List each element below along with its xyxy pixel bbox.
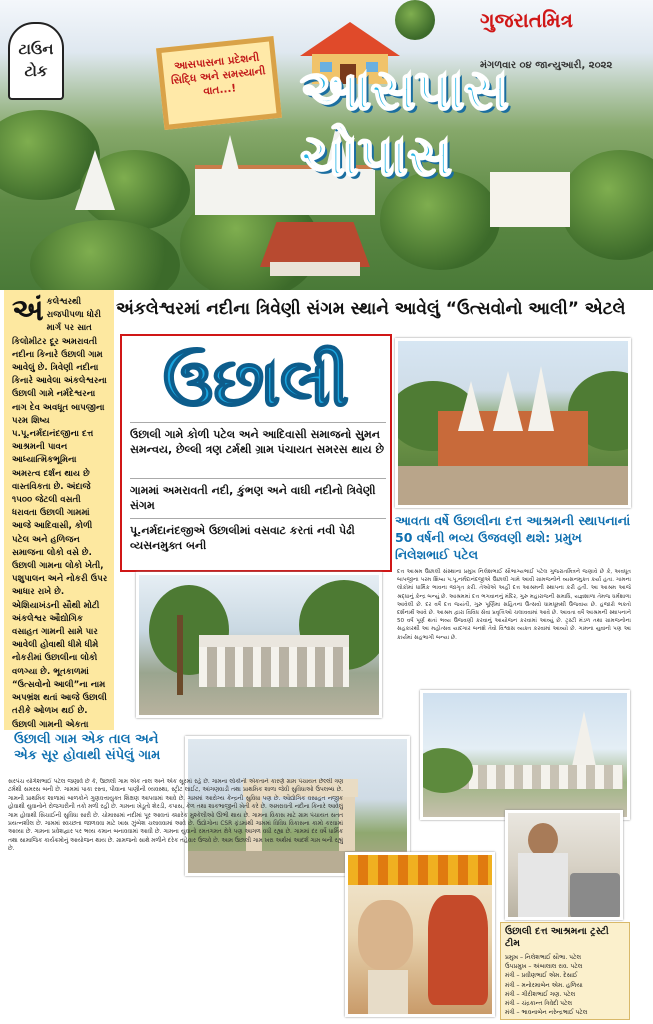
town-talk-badge	[8, 22, 64, 100]
town-label-line2: ટોક	[24, 62, 48, 80]
guru-portrait-photo	[345, 852, 495, 1017]
issue-date: મંગળવાર ૦૪ જાન્યુઆરી, ૨૦૨૨	[480, 60, 613, 71]
drop-cap: અં	[12, 293, 44, 328]
trustee-item: પ્રમુખ – નિલેશભાઈ સૌભા. પટેલ	[505, 954, 582, 961]
trustee-photo	[505, 810, 623, 920]
town-label-line1: ટાઉન	[18, 40, 54, 58]
temple-courtyard-photo	[420, 690, 630, 820]
village-section-body: સરપંચ યોગેશભાઈ પટેલ જણાવે છે કે, ઉછાલી ગામ એક તાલ અને એક સૂરમાં રહે છે. ગામના લોકોની એકતાને કારણે ગ્રામ પંચાયત છેલ્લી ત્રણ ટર્મથી સમરસ બની છે. ગામમાં પાકા રસ્તા, પીવાના પાણીની વ્યવસ્થા, સ્ટ્રીટ લાઈટ, આંગણવાડી તથા પ્રાથમિક શાળા જેવી સુવિધાઓ ઉપલબ્ધ છે. ગામની પ્રાથમિક શાળામાં બાળકોને ગુણવત્તાયુક્ત શિક્ષણ આપવામાં આવે છે. ગામમાં આરોગ્ય કેન્દ્રની સુવિધા પણ છે. ઔદ્યોગિક વસાહત નજીક હોવાથી યુવાનોને રોજગારીની તકો મળી રહી છે. ગામના ખેડૂતો શેરડી, કપાસ, કેળ તથા શાકભાજીની ખેતી કરે છે. અમરાવતી નદીના કિનારે આવેલું ગામ હોવાથી સિંચાઈની સુવિધા સારી છે. ચોમાસામાં નદીમાં પૂર આવતાં ક્યારેક મુશ્કેલીઓ ઊભી થાય છે. ગામના વિકાસ માટે ગ્રામ પંચાયત સતત પ્રયત્નશીલ છે. ગામમાં સ્વચ્છતા જાળવવા માટે ખાસ ઝુંબેશ ચલાવવામાં આવે છે. ઉદ્યોગોના CSR ફંડમાંથી ગામમાં વિવિધ વિકાસના કામો કરવામાં આવ્યા છે. ગામના પ્રવેશદ્વાર પર ભવ્ય કમાન બનાવવામાં આવી છે. ગામના યુવાનો રમતગમત ક્ષેત્રે પણ આગળ વધી રહ્યા છે. ગામમાં દર વર્ષે ધાર્મિક તથા સામાજિક કાર્યક્રમોનું આયોજન થાય છે. ગ્રામજનો સાથે મળીને દરેક તહેવાર ઉજવે છે. આમ ઉછાલી ગામ ખરા અર્થમાં આદર્શ ગામ બની રહ્યું છે.	[8, 779, 343, 853]
trustee-box	[500, 922, 630, 1020]
newspaper-brand: ગુજરાતમિત્ર	[480, 8, 573, 32]
right-article-body: દત્ત આશ્રમ ઉછાલી સંસ્થાના પ્રમુખ નિલેશભાઈ સૌભાગ્યભાઈ પટેલ ગુજરાતમિત્રને જણાવે છે કે, અવધૂત બાપજીના પરમ શિષ્ય પ.પૂ.નર્મદાનંદજીએ ઉછાલી ગામે આવી ગ્રામજનોને વ્યસનમુક્ત કર્યા હતા. ગામના લોકોમાં ધાર્મિક ભાવના જાગૃત કરી. તેઓએ અહીં દત્ત આશ્રમની સ્થાપના કરી હતી. આ આશ્રમ આજે શ્રદ્ધાનું કેન્દ્ર બન્યું છે. આશ્રમમાં દત્ત ભગવાનનું મંદિર, ગુરુ મહારાજની સમાધિ, યજ્ઞશાળા તેમજ ધર્મશાળા આવેલી છે. દર વર્ષે દત્ત જયંતી, ગુરુ પૂર્ણિમા સહિતના ઉત્સવો ધામધૂમથી ઉજવાય છે. હજારો ભક્તો દર્શનાર્થે આવે છે. આશ્રમ દ્વારા વિવિધ સેવા પ્રવૃત્તિઓ ચલાવવામાં આવે છે. આવતા વર્ષે આશ્રમની સ્થાપનાને 50 વર્ષ પૂર્ણ થતાં ભવ્ય ઉજવણી કરવાનું આયોજન કરવામાં આવ્યું છે. ટ્રસ્ટી મંડળ તથા ગ્રામજનોના સહકારથી આ મહોત્સવ યાદગાર બનશે તેવો વિશ્વાસ વ્યક્ત કરવામાં આવ્યો છે. ગામના યુવાનો પણ આ કાર્યમાં સહભાગી બન્યા છે.	[397, 569, 631, 641]
main-headline: અંકલેશ્વરમાં નદીના ત્રિવેણી સંગમ સ્થાને આવેલું “ઉત્સવોનો આલી” એટલે	[116, 299, 626, 319]
right-article-heading: આવતા વર્ષે ઉછાલીના દત્ત આશ્રમની સ્થાપનાનાં 50 વર્ષની ભવ્ય ઉજવણી થશે: પ્રમુખ નિલેશભાઈ પટેલ	[395, 513, 631, 562]
trustee-item: ઉપપ્રમુખ – અંબાલાલ રાવ. પટેલ	[505, 963, 583, 971]
trustee-item: મંત્રી – ચંદ્રકાન્ત ત્રિવેદી પટેલ	[505, 1000, 573, 1008]
trustee-item: મંત્રી – પ્રવીણભાઈ એમ. દેસાઈ	[505, 972, 578, 980]
trustee-list	[505, 953, 625, 1017]
highlight-point-3: પૂ.નર્મદાનંદજીએ ઉછાલીમાં વસવાટ કરતાં નવી પેઢી વ્યસનમુક્ત બની	[130, 518, 386, 553]
trustee-heading: ઉછાલી દત્ત આશ્રમના ટ્રસ્ટી ટીમ	[505, 926, 609, 949]
intro-column	[4, 290, 114, 730]
highlight-point-2: ગામમાં અમરાવતી નદી, કુંભણ અને વાઘી નદીનો ત્રિવેણી સંગમ	[130, 478, 386, 513]
ashram-hall-photo	[136, 572, 382, 718]
trustee-item: મંત્રી – ગીરીશભાઈ ગણ. પટેલ	[505, 990, 576, 998]
column-sign: આસપાસના પ્રદેશની સિદ્ધિ અને સમસ્યાની વાત...!	[156, 36, 282, 130]
highlight-point-1: ઉછાલી ગામે કોળી પટેલ અને આદિવાસી સમાજનો સુમન સમન્વય, છેલ્લી ત્રણ ટર્મથી ગ્રામ પંચાયત સમરસ થાય છે	[130, 422, 386, 457]
trustee-item: મંત્રી – ભાવનાબેન નરેન્દ્રભાઈ પટેલ	[505, 1009, 588, 1017]
temple-photo	[395, 338, 631, 508]
village-title: ઉછાલી	[163, 344, 349, 421]
village-section-heading: ઉછાલી ગામ એક તાલ અને એક સૂર હોવાથી સંપેલું ગામ	[14, 732, 161, 763]
section-title: આસપાસ ચોપાસ	[300, 58, 509, 189]
trustee-item: મંત્રી – મનોરમાબેન એમ. હળિયા	[505, 981, 583, 989]
intro-text: કલેશ્વરથી રાજપીપળા ધોરી માર્ગ પર સાત કિલોમીટર દૂર અમરાવતી નદીના કિનારે ઉછાલી ગામ આવેલું છે. ત્રિવેણી નદીના કિનારે આવેલા અંકલેશ્વરના ઉછાલી ગામે નર્મદેશ્વરના નાગ દેવ અવધૂત બાપજીના પરમ શિષ્ય પ.પૂ.નર્મદાનંદજીના દત્ત આશ્રમની પાવન આધ્યાત્મિકભૂમિના અમરત્વ દર્શન થાય છે વાસ્તવિકતા છે. અંદાજે ૧૫૦૦ જેટલી વસતી ધરાવતા ઉછાલી ગામમાં આજે આદિવાસી, કોળી પટેલ અને હળિજન સમાજના લોકો વસે છે. ઉછાલી ગામના લોકો ખેતી, પશુપાલન અને નોકરી ઉપર આધાર રાખે છે. એશિયાખંડની સૌથી મોટી અંકલેશ્વર ઔદ્યોગિક વસાહત ગામની સામે પાર આવેલી હોવાથી ધીમે ધીમે નોકરીમાં ઉછાલીના લોકો વળગ્યા છે. ભૂતકાળમાં “ઉત્સવોનો આલી”ના નામ અપભ્રંશ થતાં આજે ઉછાલી તરીકે ઓળખ થઈ છે. ઉછાલી ગામની એકતા	[12, 297, 108, 730]
